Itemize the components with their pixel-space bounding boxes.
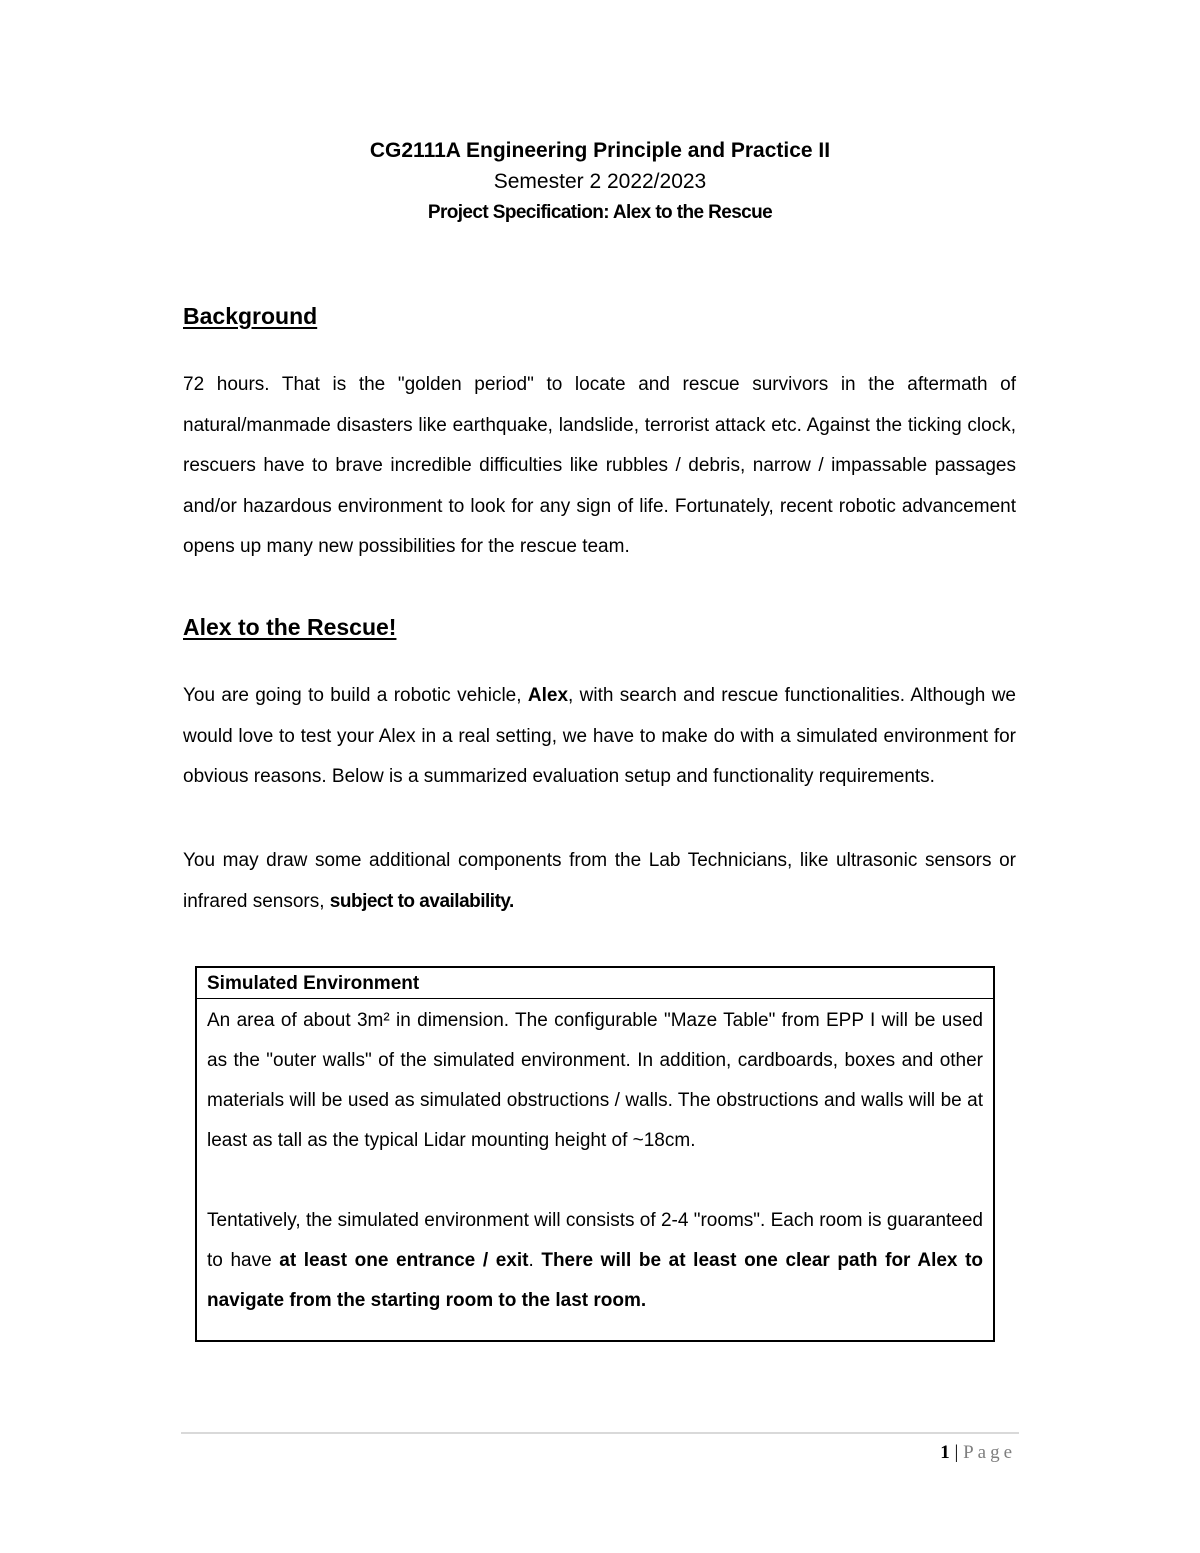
entrance-exit-bold: at least one entrance / exit: [279, 1250, 529, 1271]
table-body: [197, 999, 993, 1321]
background-paragraph: 72 hours. That is the "golden period" to locate and rescue survivors in the aftermath of natural/manmade disasters like earthquake, landslide, terrorist attack etc. Against the ticking clock, rescuers have to brave incredible difficulties like rubbles / debris, narrow / impassable passages and/or hazardous environment to look for any sign of life. Fortunately, recent robotic advancement opens up many new possibilities for the rescue team.: [183, 374, 1016, 557]
page-number: 1: [940, 1442, 950, 1463]
rescue-paragraph-1: [183, 676, 1016, 798]
clear-path-bold: There will be at least one clear path for Alex to navigate from the starting room to the last room.: [207, 1250, 984, 1311]
table-header: Simulated Environment: [197, 968, 993, 999]
title-block: [0, 136, 1200, 228]
page-word: Page: [963, 1442, 1016, 1463]
semester-label: Semester 2 2022/2023: [493, 170, 707, 193]
rescue-paragraph-2: [183, 841, 1016, 922]
rescue-p2-text: You may draw some additional components from the Lab Technicians, like ultrasonic sensors or infrared sensors,: [183, 850, 1016, 912]
period-text: .: [528, 1250, 542, 1271]
course-title: CG2111A Engineering Principle and Practice II: [369, 139, 831, 162]
page-separator: |: [949, 1442, 964, 1463]
environment-paragraph-1: An area of about 3m² in dimension. The configurable "Maze Table" from EPP I will be used as the "outer walls" of the simulated environment. In addition, cardboards, boxes and other materials will be used as simulated obstructions / walls. The obstructions and walls will be at least as tall as the typical Lidar mounting height of ~18cm.: [207, 1010, 983, 1151]
alex-bold: Alex: [527, 685, 569, 706]
rescue-p1-text-start: You are going to build a robotic vehicle,: [183, 685, 528, 706]
rescue-p1-text-end: , with search and rescue functionalities. Although we would love to test your Alex in a real setting, we have to make do with a simulated environment for obvious reasons. Below is a summarized evaluation setup and functionality requirements.: [183, 685, 1016, 787]
environment-paragraph-2: [207, 1201, 983, 1321]
project-title: Project Specification: Alex to the Rescue: [427, 202, 773, 223]
footer-divider: [181, 1432, 1019, 1434]
rooms-text: Tentatively, the simulated environment will consists of 2-4 "rooms". Each room is guaranteed to have: [207, 1210, 983, 1271]
page-footer: [940, 1440, 1016, 1466]
availability-bold: subject to availability.: [329, 890, 514, 912]
paragraph-spacer: [207, 1161, 983, 1201]
simulated-environment-table: [195, 966, 995, 1342]
rescue-heading: Alex to the Rescue!: [183, 614, 397, 640]
background-heading: Background: [183, 303, 318, 329]
